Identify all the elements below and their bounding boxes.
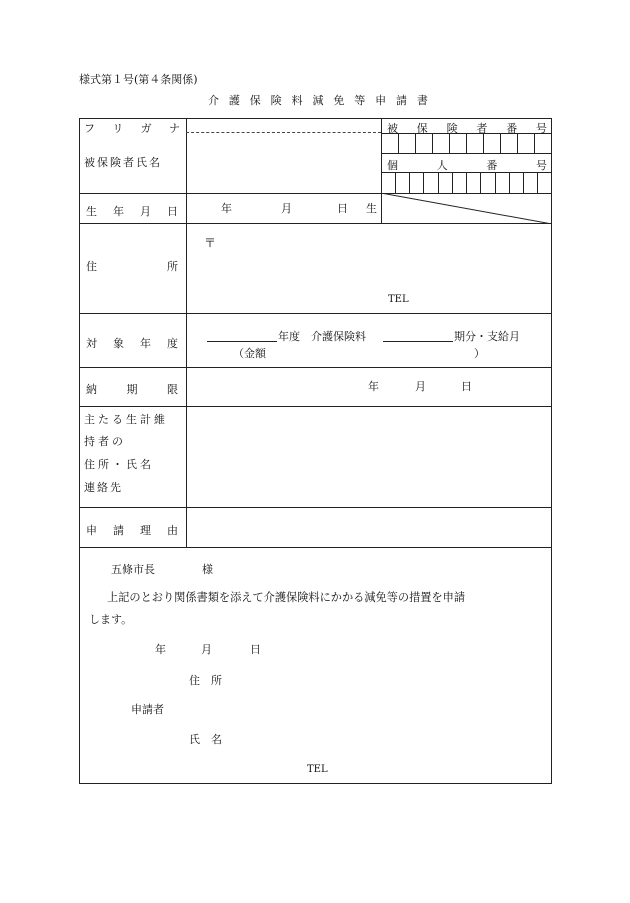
addressee: 五條市長: [111, 563, 155, 576]
supporter-input[interactable]: [188, 408, 550, 506]
due-year-unit: 年: [368, 380, 379, 393]
birth-date-label: 生 年 月 日: [86, 205, 178, 218]
birth-year-unit: 年: [221, 202, 232, 215]
address-label: 住 所: [86, 260, 178, 273]
furigana-input[interactable]: [188, 119, 380, 132]
supporter-label-line3: 住所・氏名: [84, 458, 154, 471]
furigana-label: フ リ ガ ナ: [84, 122, 180, 135]
postal-mark: 〒: [204, 236, 217, 250]
target-year-label: 対 象 年 度: [86, 337, 178, 350]
supporter-label-line4: 連絡先: [84, 481, 123, 494]
address-input[interactable]: [188, 225, 550, 311]
fiscal-year-blank[interactable]: [207, 341, 277, 342]
form-title: 介 護 保 険 料 減 免 等 申 請 書: [208, 94, 428, 107]
declaration-body-line2: します。: [89, 613, 133, 626]
insured-number-label: 被 保 険 者 番 号: [387, 122, 547, 135]
reason-label: 申 請 理 由: [86, 524, 178, 537]
personal-number-label: 個 人 番 号: [387, 159, 547, 172]
due-date-label: 納 期 限: [86, 383, 178, 396]
honorific: 様: [202, 563, 213, 576]
applicant-tel-label: TEL: [307, 764, 328, 775]
reason-input[interactable]: [188, 509, 550, 546]
diagonal-strike: [381, 193, 552, 224]
due-month-unit: 月: [415, 380, 426, 393]
supporter-label-line2: 持者の: [84, 435, 126, 448]
insured-number-boxes[interactable]: [381, 133, 552, 153]
declaration-month-unit: 月: [201, 643, 212, 656]
fiscal-year-suffix: 年度 介護保険料: [278, 330, 366, 343]
applicant-address-label: 住 所: [189, 674, 222, 687]
birth-day-unit: 日: [337, 202, 348, 215]
declaration-year-unit: 年: [155, 643, 166, 656]
amount-close: ）: [474, 347, 485, 360]
form-number: 様式第１号(第４条関係): [79, 73, 198, 86]
period-suffix: 期分・支給月: [454, 330, 520, 343]
insured-name-input[interactable]: [188, 134, 380, 192]
amount-open: （金額: [233, 347, 266, 360]
birth-month-unit: 月: [281, 202, 292, 215]
address-tel-label: TEL: [388, 294, 409, 305]
declaration-body-line1: 上記のとおり関係書類を添えて介護保険料にかかる減免等の措置を申請: [107, 591, 466, 604]
personal-number-boxes[interactable]: [381, 172, 552, 193]
supporter-label-line1: 主たる生計維: [84, 413, 168, 426]
period-blank[interactable]: [383, 341, 453, 342]
applicant-name-label: 氏 名: [189, 733, 222, 746]
declaration-day-unit: 日: [250, 643, 261, 656]
insured-name-label: 被保険者氏名: [84, 156, 162, 169]
birth-suffix: 生: [366, 202, 377, 215]
applicant-label: 申請者: [131, 703, 164, 716]
due-day-unit: 日: [461, 380, 472, 393]
